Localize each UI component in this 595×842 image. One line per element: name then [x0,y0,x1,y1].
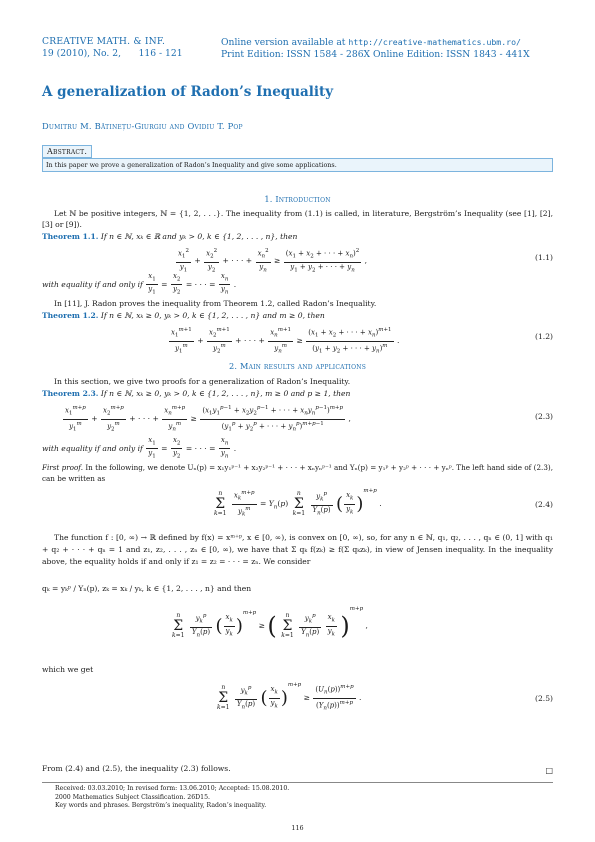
theorem-2-3-label: Theorem 2.3. [42,389,99,398]
edition-info [221,36,530,61]
equation-2-4-body: n Σ k=1 $\frac{x_k^{m+p}}{y_k^m}$ = $Y_n(p)$ n Σ k=1 $\frac{y_k^p}{Y_n(p)}$ ( $\frac{x_k}{y_k}$ )$^{m+p}$ . [214,488,382,518]
theorem-1-2 [42,311,553,320]
journal-volume: 19 (2010), No. 2, [42,48,122,59]
theorem-1-1 [42,232,553,241]
jensen-inequality-body: n Σ k=1 $\frac{y_k^p}{Y_n(p)}$ ( $\frac{x_k}{y_k}$ )$^{m+p}$ ≥ ( n Σ k=1 $\frac{y_k^p}{Y_n(p)}$ $\frac{x_k}{y_k}$ )$^{m+p}$ , [172,606,368,640]
equation-2-3-body: $\frac{x_1^{m+p}}{y_1^m}$ + $\frac{x_2^{m+p}}{y_2^m}$ + · · · + $\frac{x_n^{m+p}}{y_n^m}$ ≥ $\frac{(x_1y_1^{p-1} + x_2y_2^{p-1} + \cdot \cdot \cdot + x_ny_n^{p-1})^{m+p}}{(y_1^p + y_2^p + \cdot \cdot \cdot + y_n^p)^{m+p-1}}$ , [65,405,351,433]
intro-paragraph-2: In [11], J. Radon proves the inequality from Theorem 1.2, called Radon’s Inequality. [54,299,377,308]
online-prefix: Online version available at [221,37,346,48]
section-heading-introduction: 1. Introduction [264,194,331,204]
proof-paragraph-1 [42,462,553,484]
footnote-msc: 2000 Mathematics Subject Classification. 26D15. [55,793,210,801]
journal-name: CREATIVE MATH. & INF. [42,36,166,47]
proof-label: First proof. [42,463,83,472]
footnote-received: Received: 03.03.2010; In revised form: 13.06.2010; Accepted: 15.08.2010. [55,785,290,792]
theorem-2-3-text: If n ∈ ℕ, xₖ ≥ 0, yₖ > 0, k ∈ {1, 2, . . . , n}, m ≥ 0 and p ≥ 1, then [100,389,351,398]
section-heading-main-results: 2. Main results and applications [228,361,367,371]
journal-header [42,36,183,60]
equation-number-2-5: (2.5) [534,694,553,703]
equality-condition-2-3: with equality if and only if $\frac{x_1}{y_1}$ = $\frac{x_2}{y_2}$ = · · · = $\frac{x_n}{y_n}$ . [42,436,237,460]
abstract-label: Abstract. [42,145,92,158]
intro-paragraph-1: Let ℕ be positive integers, ℕ = {1, 2, . . .}. The inequality from (1.1) is called, in literature, Bergström’s Inequality (see [1], [2], [3] or [9]). [42,209,553,229]
theorem-1-1-label: Theorem 1.1. [42,232,99,241]
journal-pages: 116 - 121 [138,48,183,59]
print-edition: Print Edition: ISSN 1584 - 286X Online Edition: ISSN 1843 - 441X [221,49,530,60]
proof-text-1: In the following, we denote Uₙ(p) = x₁y₁ᵖ⁻¹ + x₂y₂ᵖ⁻¹ + · · · + xₙyₙᵖ⁻¹ and Yₙ(p) = y₁ᵖ + y₂ᵖ + · · · + yₙᵖ. The left hand side of (2.3), can be written as [42,463,553,483]
paper-authors: Dumitru M. Bătinețu-Giurgiu and Ovidiu T. Pop [42,121,243,131]
equation-number-1-1: (1.1) [534,253,553,262]
equation-number-2-3: (2.3) [534,412,553,421]
proof-paragraph-3: qₖ = yₖᵖ / Yₙ(p), zₖ = xₖ / yₖ, k ∈ {1, 2, . . . , n} and then [42,584,252,593]
proof-paragraph-2: The function f : [0, ∞) → ℝ defined by f(x) = xᵐ⁺ᵖ, x ∈ [0, ∞), is convex on [0, ∞), so, for any n ∈ ℕ, q₁, q₂, . . . , qₙ ∈ (0, 1] with q₁ + q₂ + · · · + qₙ = 1 and z₁, z₂, . . . , zₙ ∈ [0, ∞), we have that Σ qₖ f(zₖ) ≥ f(Σ qₖzₖ), in view of Jensen inequality. In the inequality above, the equality holds if and only if z₁ = z₂ = · · · = zₙ. We consider [42,533,553,566]
equation-number-2-4: (2.4) [534,500,553,509]
theorem-1-1-text: If n ∈ ℕ, xₖ ∈ ℝ and yₖ > 0, k ∈ {1, 2, . . . , n}, then [100,232,298,241]
online-line [221,36,530,49]
page-number: 116 [291,824,304,832]
theorem-1-2-label: Theorem 1.2. [42,311,99,320]
footnote-rule [42,782,553,783]
qed-square-icon: □ [545,766,553,775]
theorem-2-3 [42,389,553,398]
which-we-get: which we get [42,665,94,674]
footnotes [55,785,289,811]
equation-2-5-body: n Σ k=1 $\frac{y_k^p}{Y_n(p)}$ ( $\frac{x_k}{y_k}$ )$^{m+p}$ ≥ $\frac{(U_n(p))^{m+p}}{(Y_n(p))^{m+p}}$ . [217,682,362,712]
equality-text-2-3: with equality if and only if [42,443,143,453]
proof-conclusion: From (2.4) and (2.5), the inequality (2.3) follows. [42,764,231,773]
equation-1-1-body: $\frac{x_1^2}{y_1}$ + $\frac{x_2^2}{y_2}$ + · · · + $\frac{x_n^2}{y_n}$ ≥ $\frac{(x_1 + x_2 + \cdot \cdot \cdot + x_n)^2}{y_1 + y_2 + \cdot \cdot \cdot + y_n}$ , [178,248,368,274]
equation-number-1-2: (1.2) [534,332,553,341]
paper-title: A generalization of Radon’s Inequality [42,84,334,100]
theorem-1-2-text: If n ∈ ℕ, xₖ ≥ 0, yₖ > 0, k ∈ {1, 2, . . . , n} and m ≥ 0, then [100,311,325,320]
main-paragraph-1: In this section, we give two proofs for a generalization of Radon’s Inequality. [54,377,351,386]
equality-condition-1-1: with equality if and only if $\frac{x_1}{y_1}$ = $\frac{x_2}{y_2}$ = · · · = $\frac{x_n}{y_n}$ . [42,272,237,296]
abstract-text: In this paper we prove a generalization of Radon’s Inequality and give some applications. [42,158,553,172]
online-url-link[interactable]: http://creative-mathematics.ubm.ro/ [348,37,521,47]
footnote-keywords: Key words and phrases. Bergström’s inequality, Radon’s inequality. [55,802,267,809]
journal-volume-line [42,48,183,60]
equation-1-2-body: $\frac{x_1^{m+1}}{y_1^m}$ + $\frac{x_2^{m+1}}{y_2^m}$ + · · · + $\frac{x_n^{m+1}}{y_n^m}$ ≥ $\frac{(x_1 + x_2 + \cdot \cdot \cdot + x_n)^{m+1}}{(y_1 + y_2 + \cdot \cdot \cdot + y_n)^m}$ . [171,327,400,355]
equality-text-1-1: with equality if and only if [42,279,143,289]
